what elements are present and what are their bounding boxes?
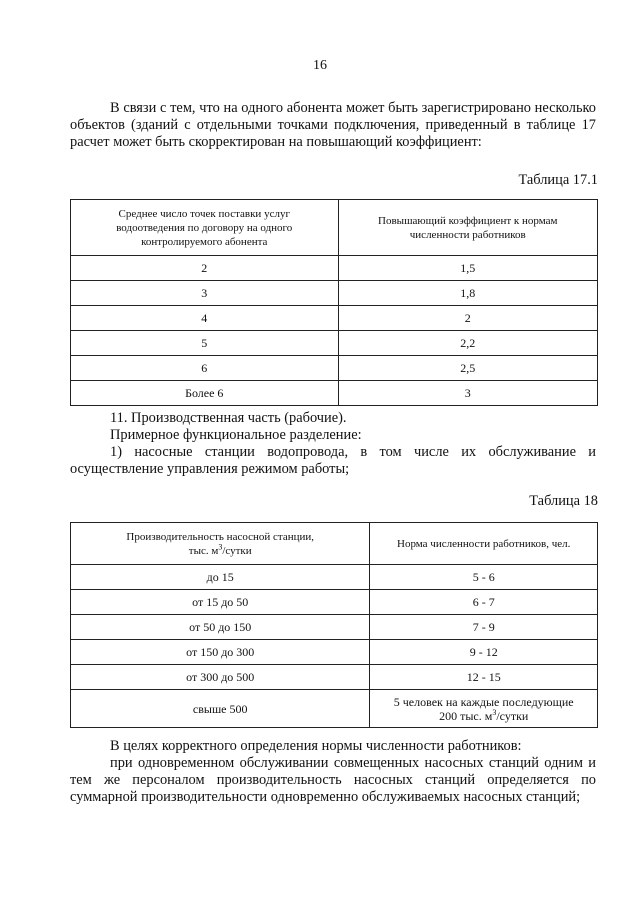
cell-norm: 6 - 7 — [370, 590, 598, 615]
closing-paragraph — [70, 738, 596, 806]
intro-line: расчет может быть скорректирован на повышающий коэффициент: — [70, 134, 482, 150]
cell-capacity: от 50 до 150 — [71, 615, 370, 640]
table-row — [71, 640, 598, 665]
table-17-1-caption: Таблица 17.1 — [518, 172, 598, 188]
table-header-row — [71, 200, 598, 256]
cell-capacity: свыше 500 — [71, 690, 370, 728]
table-row — [71, 615, 598, 640]
header-norm: Норма численности работников, чел. — [370, 523, 598, 565]
cell-coef: 2,5 — [338, 356, 598, 381]
table-row — [71, 381, 598, 406]
table-row — [71, 256, 598, 281]
cell-coef: 1,5 — [338, 256, 598, 281]
cell-coef: 3 — [338, 381, 598, 406]
cell-coef: 2,2 — [338, 331, 598, 356]
table-row — [71, 565, 598, 590]
table-18 — [70, 522, 598, 728]
table-row — [71, 590, 598, 615]
cell-points: Более 6 — [71, 381, 339, 406]
intro-paragraph — [70, 100, 596, 151]
table-row — [71, 665, 598, 690]
cell-norm: 7 - 9 — [370, 615, 598, 640]
cell-points: 3 — [71, 281, 339, 306]
section-11 — [70, 410, 596, 478]
cell-capacity: до 15 — [71, 565, 370, 590]
header-capacity: Производительность насосной станции, тыс. $м^3$/сутки — [71, 523, 370, 565]
cell-coef: 2 — [338, 306, 598, 331]
cell-norm: 12 - 15 — [370, 665, 598, 690]
table-18-caption: Таблица 18 — [529, 493, 598, 509]
closing-line: тем же персоналом производительность насосных станций определяется по — [70, 772, 596, 788]
section-item-line: 1) насосные станции водопровода, в том числе их обслуживание и — [110, 444, 596, 460]
table-row — [71, 356, 598, 381]
cell-points: 4 — [71, 306, 339, 331]
section-item-line: осуществление управления режимом работы; — [70, 461, 350, 477]
table-row — [71, 331, 598, 356]
cell-points: 5 — [71, 331, 339, 356]
cell-norm: 5 - 6 — [370, 565, 598, 590]
cell-norm: 9 - 12 — [370, 640, 598, 665]
cell-capacity: от 300 до 500 — [71, 665, 370, 690]
table-row — [71, 690, 598, 728]
table-header-row — [71, 523, 598, 565]
section-subheading: Примерное функциональное разделение: — [110, 427, 362, 443]
cell-points: 6 — [71, 356, 339, 381]
header-coefficient: Повышающий коэффициент к нормам численности работников — [338, 200, 598, 256]
cell-capacity: от 150 до 300 — [71, 640, 370, 665]
table-row — [71, 281, 598, 306]
cell-coef: 1,8 — [338, 281, 598, 306]
page-number: 16 — [313, 58, 327, 73]
header-points: Среднее число точек поставки услуг водоотведения по договору на одного контролируемого абонента — [71, 200, 339, 256]
intro-line: В связи с тем, что на одного абонента может быть зарегистрировано несколько — [110, 100, 596, 116]
closing-line: В целях корректного определения нормы численности работников: — [110, 738, 522, 754]
table-17-1 — [70, 199, 598, 406]
cell-norm: 5 человек на каждые последующие 200 тыс. $м^3$/сутки — [370, 690, 598, 728]
table-row — [71, 306, 598, 331]
closing-line: при одновременном обслуживании совмещенных насосных станций одним и — [110, 755, 596, 771]
intro-line: объектов (зданий с отдельными точками подключения, приведенный в таблице 17 — [70, 117, 596, 133]
cell-capacity: от 15 до 50 — [71, 590, 370, 615]
closing-line: суммарной производительности одновременно обслуживаемых насосных станций; — [70, 789, 581, 805]
section-heading: 11. Производственная часть (рабочие). — [110, 410, 347, 426]
cell-points: 2 — [71, 256, 339, 281]
